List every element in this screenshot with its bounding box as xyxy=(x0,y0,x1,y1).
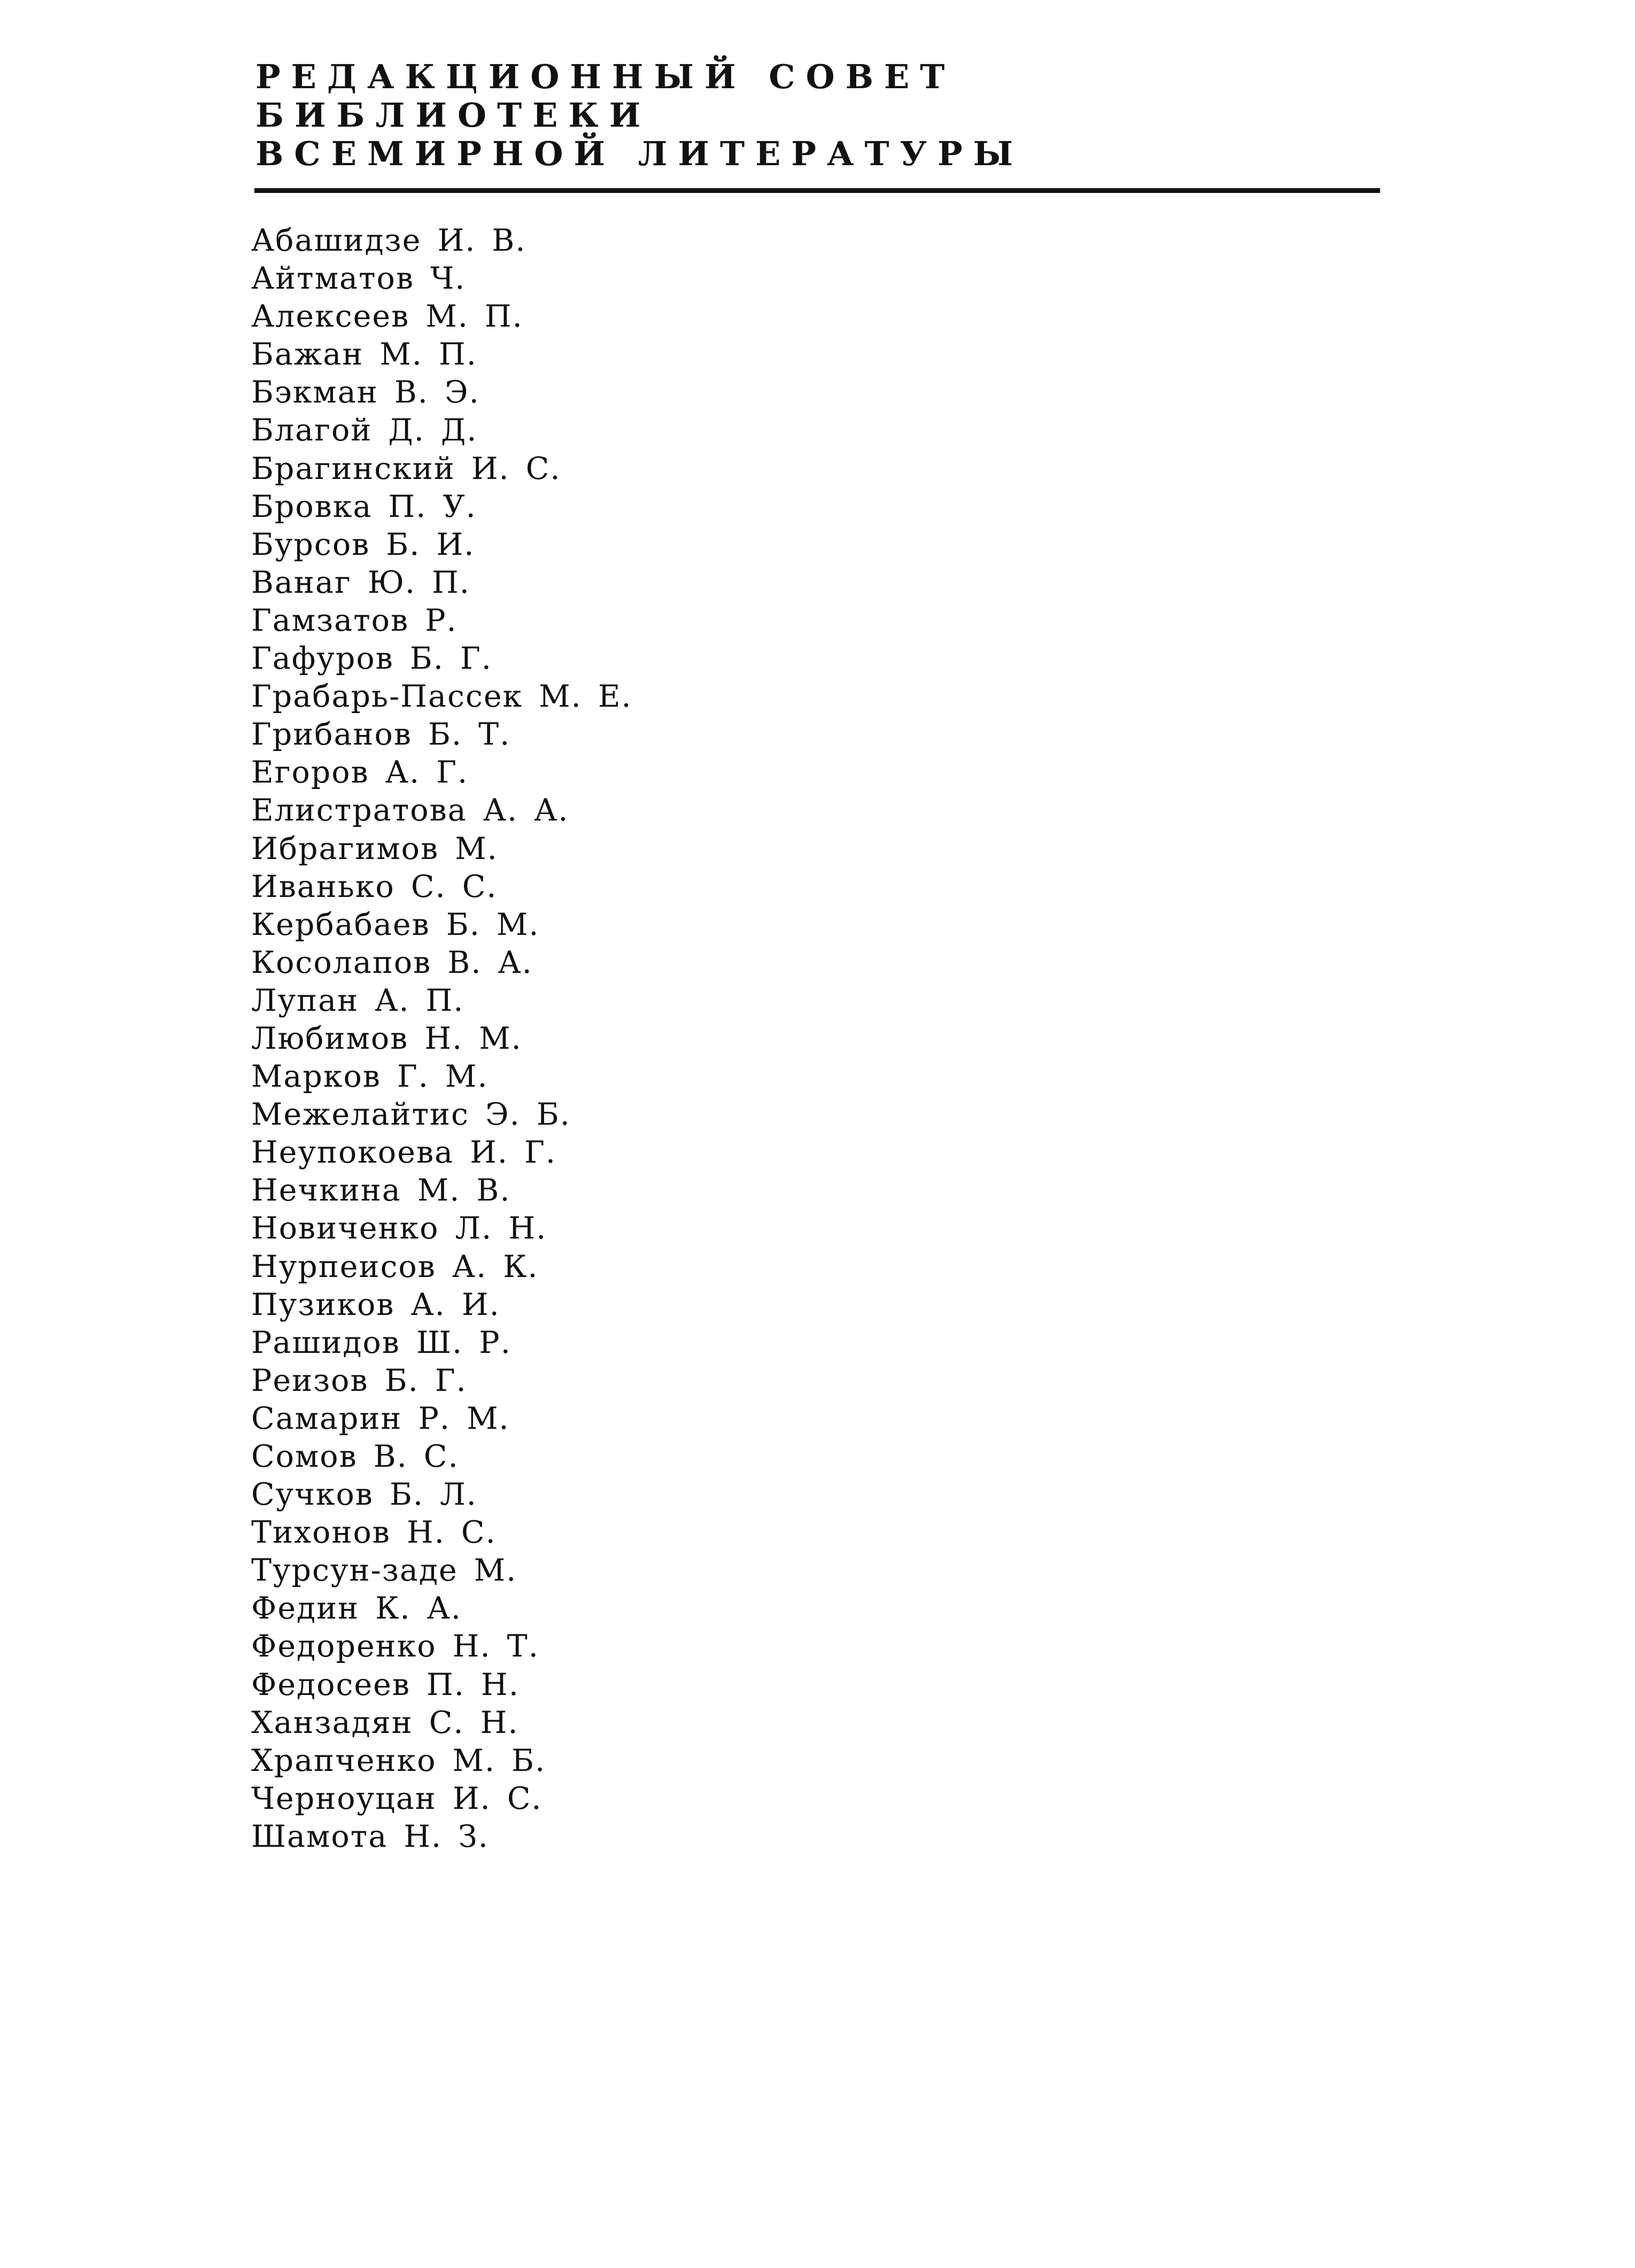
member-name: Бажан М. П. xyxy=(251,337,477,373)
member-name: Сомов В. С. xyxy=(251,1439,459,1474)
member-name: Ибрагимов М. xyxy=(251,831,498,866)
member-name: Гамзатов Р. xyxy=(251,602,458,638)
member-name: Неупокоева И. Г. xyxy=(251,1135,556,1171)
member-name: Федосеев П. Н. xyxy=(251,1667,520,1702)
member-name: Бурсов Б. И. xyxy=(251,527,475,562)
member-list xyxy=(251,222,632,1856)
board-heading xyxy=(255,58,1024,173)
member-name: Тихонов Н. С. xyxy=(251,1515,497,1551)
member-name: Айтматов Ч. xyxy=(251,261,466,297)
member-name: Бэкман В. Э. xyxy=(251,375,480,411)
member-name: Лупан А. П. xyxy=(251,982,464,1018)
member-name: Кербабаев Б. М. xyxy=(251,907,540,942)
member-name: Грабарь-Пассек М. Е. xyxy=(251,679,632,715)
member-name: Марков Г. М. xyxy=(251,1059,489,1095)
member-name: Любимов Н. М. xyxy=(251,1020,522,1056)
member-name: Черноуцан И. С. xyxy=(251,1781,543,1816)
member-name: Рашидов Ш. Р. xyxy=(251,1325,512,1360)
member-name: Самарин Р. М. xyxy=(251,1400,510,1436)
member-name: Нурпеисов А. К. xyxy=(251,1249,539,1284)
member-name: Егоров А. Г. xyxy=(251,755,469,791)
member-name: Реизов Б. Г. xyxy=(251,1363,467,1398)
heading-line-2: БИБЛИОТЕКИ xyxy=(255,96,652,135)
member-name: Брагинский И. С. xyxy=(251,451,561,486)
member-name: Ханзадян С. Н. xyxy=(251,1705,519,1740)
member-name: Иванько С. С. xyxy=(251,869,498,904)
member-name: Шамота Н. З. xyxy=(251,1818,489,1854)
member-name: Елистратова А. А. xyxy=(251,793,569,829)
member-name: Пузиков А. И. xyxy=(251,1287,500,1322)
member-name: Благой Д. Д. xyxy=(251,413,478,448)
member-name: Косолапов В. А. xyxy=(251,945,533,980)
member-name: Новиченко Л. Н. xyxy=(251,1211,547,1247)
member-name: Храпченко М. Б. xyxy=(251,1743,546,1778)
member-name: Абашидзе И. В. xyxy=(251,223,526,258)
member-name: Межелайтис Э. Б. xyxy=(251,1097,571,1133)
member-name: Бровка П. У. xyxy=(251,489,477,524)
heading-line-3: ВСЕМИРНОЙ ЛИТЕРАТУРЫ xyxy=(255,134,1024,173)
member-name: Федин К. А. xyxy=(251,1591,462,1627)
member-name: Гафуров Б. Г. xyxy=(251,641,492,677)
member-name: Федоренко Н. Т. xyxy=(251,1629,539,1665)
member-name: Грибанов Б. Т. xyxy=(251,717,511,753)
member-name: Нечкина М. В. xyxy=(251,1173,511,1209)
member-name: Ванаг Ю. П. xyxy=(251,564,470,600)
member-name: Сучков Б. Л. xyxy=(251,1477,477,1513)
heading-divider xyxy=(254,188,1380,193)
member-name: Алексеев М. П. xyxy=(251,299,523,335)
heading-line-1: РЕДАКЦИОННЫЙ СОВЕТ xyxy=(255,57,956,96)
member-name: Турсун-заде М. xyxy=(251,1553,517,1589)
